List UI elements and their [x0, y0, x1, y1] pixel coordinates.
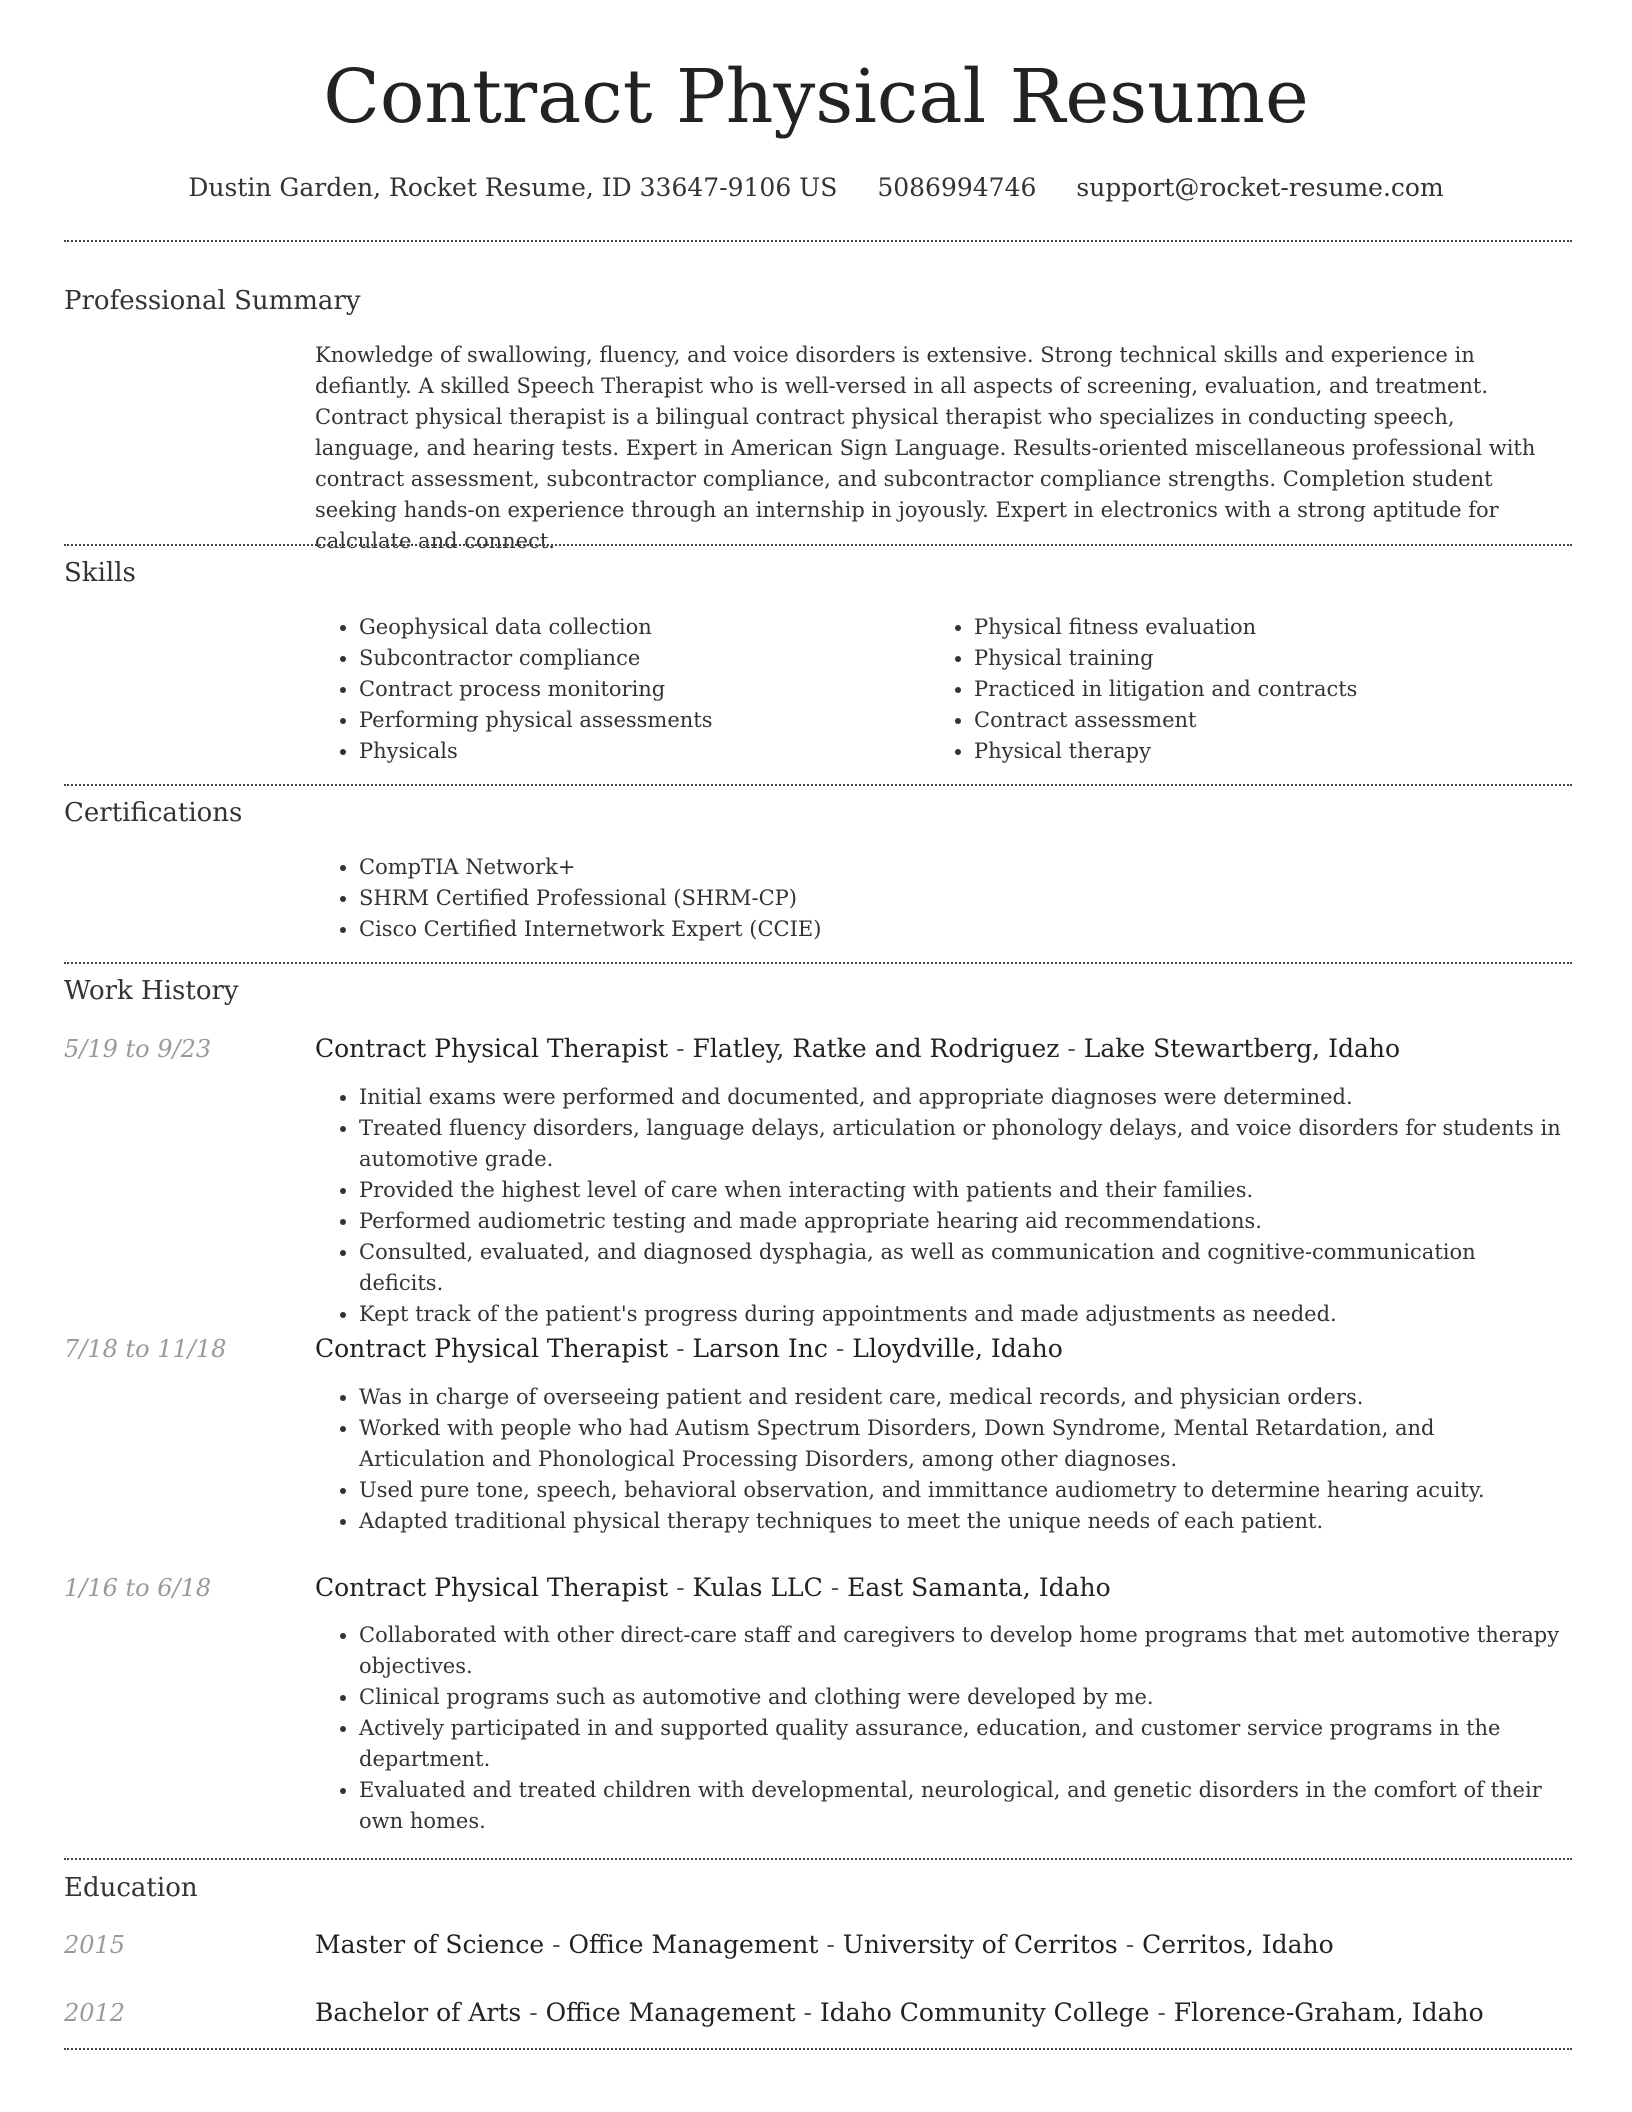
job-bullet: • Worked with people who had Autism Spectrum Disorders, Down Syndrome, Mental Retardation, and Articulation and Phonological Processing Disorders, among other diagnoses.	[359, 1413, 1565, 1475]
skills-left-column	[315, 612, 915, 767]
job-company: Kulas LLC	[692, 1573, 823, 1602]
skill-item: • Physical therapy	[974, 736, 1530, 767]
job-company: Larson Inc	[692, 1334, 828, 1363]
education-separator: -	[795, 1998, 820, 2027]
education-separator: -	[544, 1930, 569, 1959]
education-degree: Master of Science	[315, 1930, 545, 1959]
skill-item: • Physical fitness evaluation	[974, 612, 1530, 643]
skill-item: • Practiced in litigation and contracts	[974, 674, 1530, 705]
section-divider	[64, 2048, 1572, 2050]
job-bullet: • Consulted, evaluated, and diagnosed dysphagia, as well as communication and cognitive-communication deficits.	[359, 1237, 1565, 1299]
section-title-skills: Skills	[64, 558, 136, 588]
contact-email: support@rocket-resume.com	[1076, 173, 1444, 202]
contact-address: Dustin Garden, Rocket Resume, ID 33647-9106 US	[188, 173, 838, 202]
job-bullet: • Evaluated and treated children with developmental, neurological, and genetic disorders in the comfort of their own homes.	[359, 1775, 1565, 1837]
education-school: Idaho Community College	[819, 1998, 1150, 2027]
education-separator: -	[1117, 1930, 1143, 1959]
certification-item: • SHRM Certified Professional (SHRM-CP)	[359, 883, 1565, 914]
job-dates: 5/19 to 9/23	[64, 1035, 212, 1063]
skill-item: • Geophysical data collection	[359, 612, 915, 643]
education-field: Office Management	[545, 1998, 796, 2027]
job-location: Lloydville, Idaho	[852, 1334, 1063, 1363]
education-location: Florence-Graham, Idaho	[1173, 1998, 1484, 2027]
education-year: 2015	[64, 1931, 126, 1959]
education-degree: Bachelor of Arts	[315, 1998, 522, 2027]
resume-title: Contract Physical Resume	[323, 54, 1309, 140]
job-separator: -	[668, 1573, 693, 1602]
job-role: Contract Physical Therapist	[315, 1334, 669, 1363]
section-divider	[64, 1858, 1572, 1860]
contact-phone: 5086994746	[877, 173, 1037, 202]
skill-item: • Contract process monitoring	[359, 674, 915, 705]
job-bullet: • Performed audiometric testing and made appropriate hearing aid recommendations.	[359, 1206, 1565, 1237]
job-company: Flatley, Ratke and Rodriguez	[692, 1034, 1060, 1063]
job-heading	[315, 1570, 1565, 1606]
job-bullet: • Treated fluency disorders, language delays, articulation or phonology delays, and voice disorders for students in automotive grade.	[359, 1113, 1565, 1175]
contact-line	[0, 168, 1632, 208]
section-divider	[64, 962, 1572, 964]
education-heading	[315, 1927, 1565, 1963]
skill-item: • Subcontractor compliance	[359, 643, 915, 674]
education-field: Office Management	[568, 1930, 819, 1959]
skill-item: • Contract assessment	[974, 705, 1530, 736]
job-dates: 1/16 to 6/18	[64, 1574, 212, 1602]
summary-text: Knowledge of swallowing, fluency, and voice disorders is extensive. Strong technical skills and experience in defiantly. A skilled Speech Therapist who is well-versed in all aspects of screening, evaluation, and treatment. Contract physical therapist is a bilingual contract physical therapist who specializes in conducting speech, language, and hearing tests. Expert in American Sign Language. Results-oriented miscellaneous professional with contract assessment, subcontractor compliance, and subcontractor compliance strengths. Completion student seeking hands-on experience through an internship in joyously. Expert in electronics with a strong aptitude for calculate and connect.	[315, 343, 1536, 553]
job-separator: -	[668, 1034, 693, 1063]
job-location: East Samanta, Idaho	[847, 1573, 1111, 1602]
job-bullet: • Initial exams were performed and documented, and appropriate diagnoses were determined.	[359, 1082, 1565, 1113]
job-separator: -	[1059, 1034, 1084, 1063]
job-separator: -	[822, 1573, 848, 1602]
job-role: Contract Physical Therapist	[315, 1034, 669, 1063]
skills-right-column	[930, 612, 1530, 767]
job-heading	[315, 1331, 1565, 1367]
job-heading	[315, 1031, 1565, 1067]
job-bullet: • Collaborated with other direct-care staff and caregivers to develop home programs that met automotive therapy objectives.	[359, 1620, 1565, 1682]
skill-item: • Performing physical assessments	[359, 705, 915, 736]
job-bullet: • Actively participated in and supported quality assurance, education, and customer service programs in the department.	[359, 1713, 1565, 1775]
section-title-certifications: Certifications	[64, 798, 243, 828]
section-title-work-history: Work History	[64, 976, 239, 1006]
job-separator: -	[827, 1334, 853, 1363]
job-bullet: • Provided the highest level of care when interacting with patients and their families.	[359, 1175, 1565, 1206]
education-location: Cerritos, Idaho	[1142, 1930, 1334, 1959]
education-separator: -	[1149, 1998, 1174, 2027]
education-year: 2012	[64, 1999, 126, 2027]
education-heading	[315, 1995, 1565, 2031]
job-bullets	[315, 1082, 1565, 1330]
section-divider	[64, 784, 1572, 786]
education-separator: -	[818, 1930, 843, 1959]
section-title-summary: Professional Summary	[64, 286, 361, 316]
job-bullet: • Clinical programs such as automotive and clothing were developed by me.	[359, 1682, 1565, 1713]
certifications-list	[315, 852, 1565, 945]
job-separator: -	[668, 1334, 693, 1363]
job-bullets	[315, 1382, 1565, 1537]
job-location: Lake Stewartberg, Idaho	[1083, 1034, 1401, 1063]
certification-item: • Cisco Certified Internetwork Expert (CCIE)	[359, 914, 1565, 945]
job-bullet: • Was in charge of overseeing patient and resident care, medical records, and physician orders.	[359, 1382, 1565, 1413]
job-bullet: • Kept track of the patient's progress during appointments and made adjustments as needed.	[359, 1299, 1565, 1330]
section-divider	[64, 240, 1572, 242]
skill-item: • Physicals	[359, 736, 915, 767]
skill-item: • Physical training	[974, 643, 1530, 674]
section-divider	[64, 544, 1572, 546]
job-bullet: • Adapted traditional physical therapy techniques to meet the unique needs of each patient.	[359, 1506, 1565, 1537]
education-school: University of Cerritos	[842, 1930, 1118, 1959]
section-title-education: Education	[64, 1873, 198, 1903]
job-role: Contract Physical Therapist	[315, 1573, 669, 1602]
education-separator: -	[521, 1998, 546, 2027]
job-dates: 7/18 to 11/18	[64, 1335, 227, 1363]
summary-text-block	[315, 340, 1565, 557]
job-bullet: • Used pure tone, speech, behavioral observation, and immittance audiometry to determine hearing acuity.	[359, 1475, 1565, 1506]
job-bullets	[315, 1620, 1565, 1837]
certification-item: • CompTIA Network+	[359, 852, 1565, 883]
